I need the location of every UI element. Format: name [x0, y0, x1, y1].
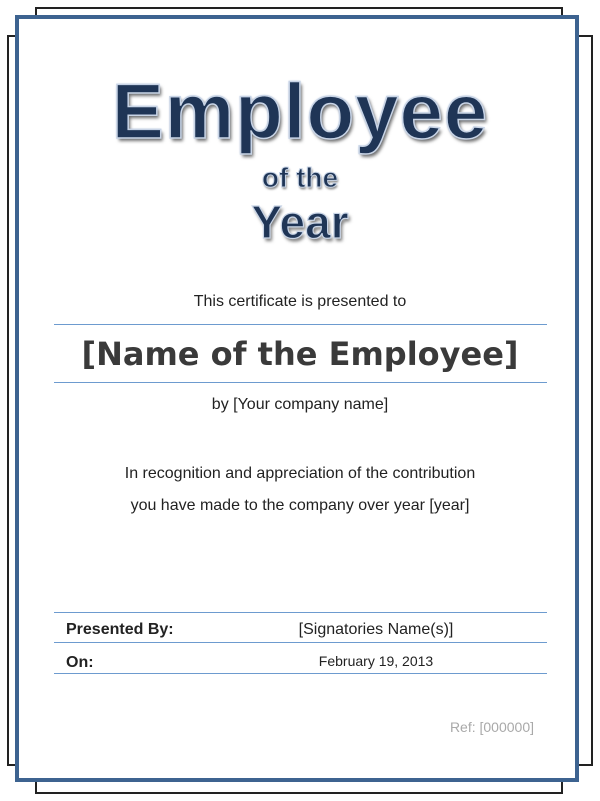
company-text: by [Your company name]	[211, 396, 389, 413]
signature-middle-rule	[54, 642, 547, 643]
title-year: Year	[251, 196, 349, 248]
title-employee: Employee	[111, 67, 489, 155]
reference-number: Ref: [000000]	[449, 719, 534, 735]
title-of-the: of the	[261, 162, 339, 193]
presented-to-text: This certificate is presented to	[193, 293, 407, 310]
presented-by-value: [Signatories Name(s)]	[298, 621, 454, 638]
recognition-text	[0, 458, 600, 522]
recognition-line-2: you have made to the company over year [year]	[130, 497, 470, 514]
recipient-name: [Name of the Employee]	[81, 335, 519, 373]
signature-top-rule	[54, 612, 547, 613]
presented-by-label: Presented By:	[66, 621, 174, 638]
name-top-rule	[54, 324, 547, 325]
recognition-line-1: In recognition and appreciation of the contribution	[124, 465, 476, 482]
name-bottom-rule	[54, 382, 547, 383]
on-date-value: February 19, 2013	[318, 653, 434, 669]
on-label: On:	[66, 654, 94, 671]
signature-bottom-rule	[54, 673, 547, 674]
